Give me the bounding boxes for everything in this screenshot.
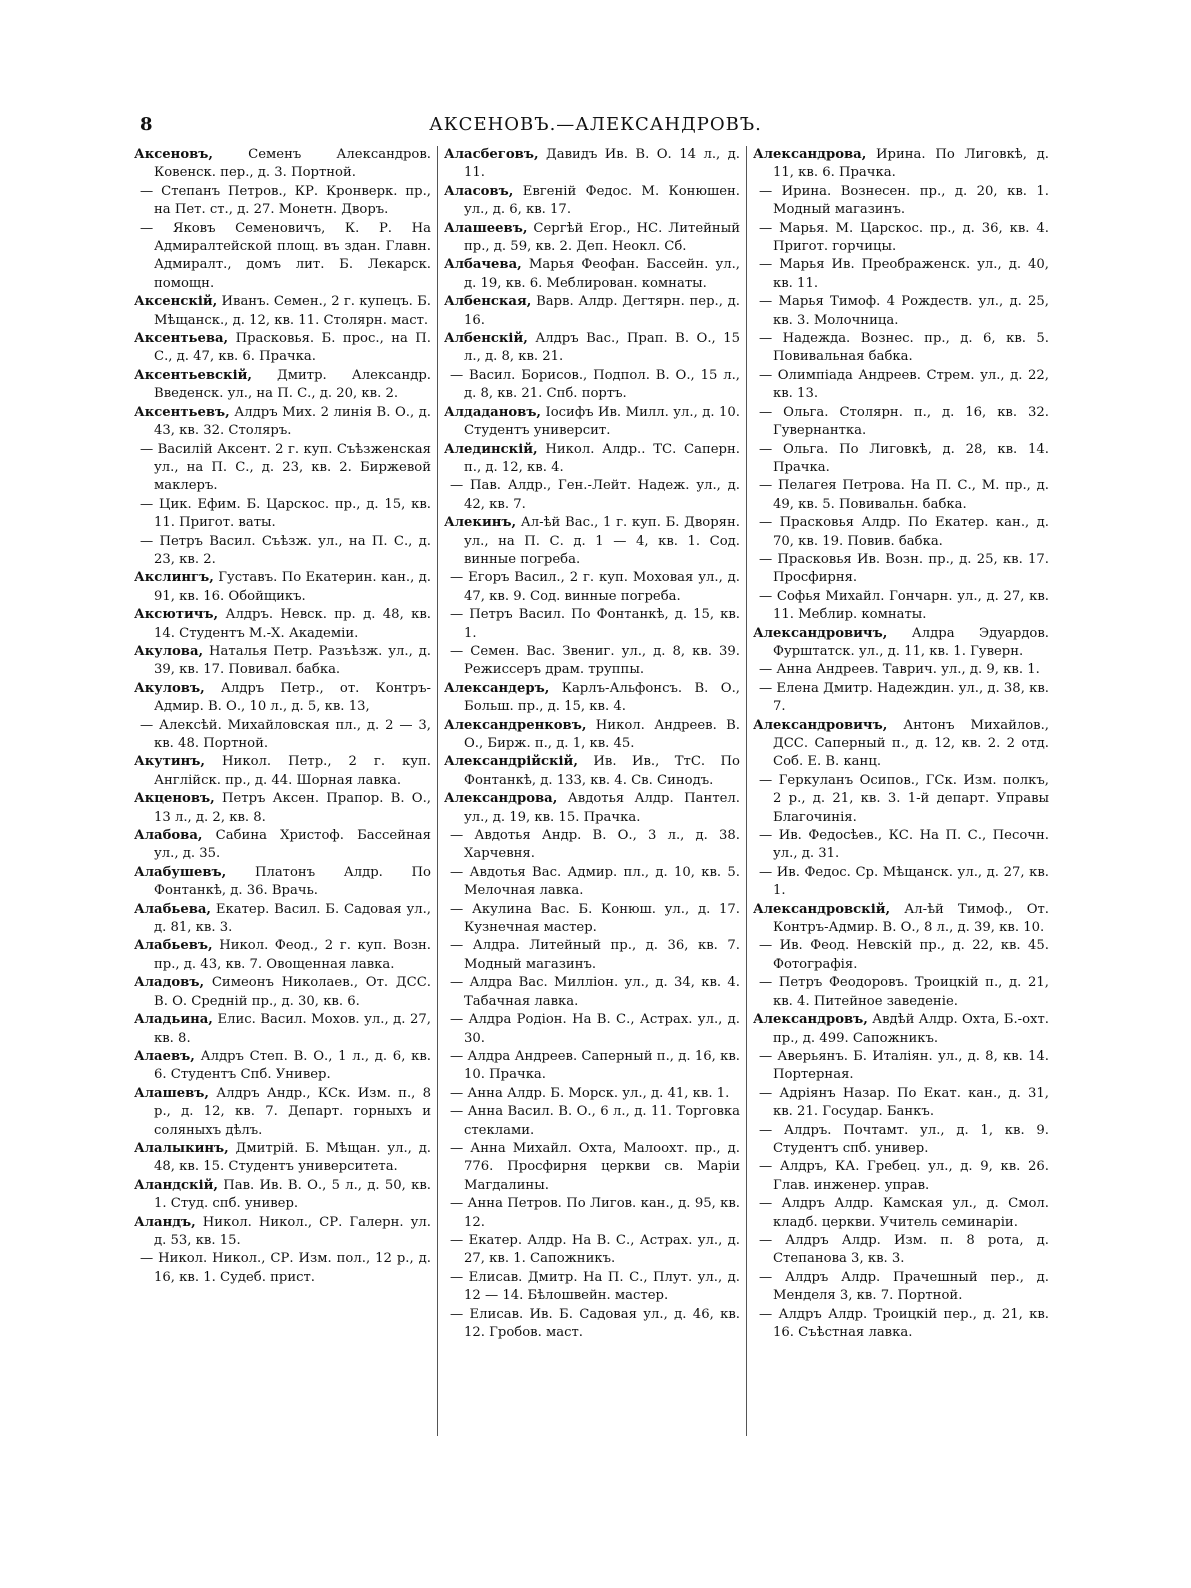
entry-details: — Марья. М. Царскос. пр., д. 36, кв. 4. Пригот. горчицы. — [759, 220, 1049, 255]
directory-entry — [753, 404, 1049, 441]
entry-details: Прасковья. Б. прос., на П. С., д. 47, кв. 6. Прачка. — [154, 331, 431, 365]
directory-entry — [134, 1214, 431, 1251]
entry-surname: Алалыкинъ, — [134, 1140, 229, 1156]
directory-entry — [444, 901, 740, 938]
directory-entry — [444, 937, 740, 974]
entry-details: Давидъ Ив. В. О. 14 л., д. 11. — [464, 147, 740, 181]
entry-surname: Алединскій, — [444, 441, 538, 457]
directory-entry — [753, 901, 1049, 938]
directory-entry — [444, 1195, 740, 1232]
entry-details: Ив. Ив., ТтС. По Фонтанкѣ, д. 133, кв. 4. Св. Синодъ. — [464, 754, 740, 788]
directory-entry — [444, 514, 740, 569]
directory-entry — [444, 1048, 740, 1085]
directory-entry — [753, 220, 1049, 257]
entry-surname: Акулова, — [134, 643, 204, 659]
directory-entry — [134, 146, 431, 183]
entry-surname: Александровичъ, — [753, 625, 888, 641]
entry-details: — Алдръ, КА. Гребец. ул., д. 9, кв. 26. Глав. инженер. управ. — [759, 1159, 1049, 1193]
directory-entry — [134, 606, 431, 643]
directory-entry — [753, 717, 1049, 772]
directory-entry — [444, 1306, 740, 1343]
entry-details: — Софья Михайл. Гончарн. ул., д. 27, кв. 11. Меблир. комнаты. — [759, 588, 1049, 623]
entry-surname: Александровскій, — [753, 901, 891, 917]
entry-details: — Никол. Никол., СР. Изм. пол., 12 р., д. 16, кв. 1. Судеб. прист. — [140, 1251, 431, 1285]
directory-entry — [444, 404, 740, 441]
directory-entry — [753, 1085, 1049, 1122]
entry-details: — Степанъ Петров., КР. Кронверк. пр., на Пет. ст., д. 27. Монетн. Дворъ. — [140, 183, 431, 218]
entry-details: Никол. Алдр.. ТС. Саперн. п., д. 12, кв. 4. — [464, 441, 740, 475]
entry-details: Никол. Никол., СР. Галерн. ул. д. 53, кв. 15. — [154, 1214, 431, 1248]
entry-details: Карлъ-Альфонсъ. В. О., Больш. пр., д. 15, кв. 4. — [464, 680, 740, 715]
directory-entry — [753, 937, 1049, 974]
entry-details: — Надежда. Вознес. пр., д. 6, кв. 5. Повивальная бабка. — [759, 331, 1049, 365]
entry-details: — Олимпіада Андреев. Стрем. ул., д. 22, кв. 13. — [759, 367, 1049, 402]
directory-entry — [134, 220, 431, 294]
entry-details: Сергѣй Егор., НС. Литейный пр., д. 59, кв. 2. Деп. Неокл. Сб. — [464, 220, 740, 255]
entry-details: — Яковъ Семеновичъ, К. Р. На Адмиралтейской площ. въ здан. Главн. Адмиралт., домъ лит. Б. Лекарск. помощн. — [140, 220, 431, 291]
entry-details: Симеонъ Николаев., От. ДСС. В. О. Средній пр., д. 30, кв. 6. — [154, 975, 431, 1009]
directory-entry — [444, 790, 740, 827]
directory-entry — [444, 146, 740, 183]
entry-details: Алдръ. Невск. пр. д. 48, кв. 14. Студентъ М.-Х. Академіи. — [154, 607, 431, 641]
entry-details: — Анна Петров. По Лигов. кан., д. 95, кв. 12. — [450, 1196, 740, 1230]
directory-entry — [134, 790, 431, 827]
entry-details: — Марья Тимоф. 4 Рождеств. ул., д. 25, кв. 3. Молочница. — [759, 294, 1049, 328]
directory-entry — [134, 864, 431, 901]
running-title: АКСЕНОВЪ.—АЛЕКСАНДРОВЪ. — [429, 114, 762, 135]
entry-surname: Алабова, — [134, 828, 203, 844]
entry-details: — Пав. Алдр., Ген.-Лейт. Надеж. ул., д. 42, кв. 7. — [450, 478, 740, 512]
directory-entry — [753, 146, 1049, 183]
entry-details: — Акулина Вас. Б. Конюш. ул., д. 17. Кузнечная мастер. — [450, 901, 740, 936]
directory-entry — [444, 827, 740, 864]
entry-surname: Александровичъ, — [753, 717, 888, 733]
column-2 — [437, 146, 746, 1436]
entry-surname: Алашеевъ, — [444, 220, 528, 236]
entry-details: — Василій Аксент. 2 г. куп. Съѣзженская ул., на П. С., д. 23, кв. 2. Биржевой маклеръ. — [140, 441, 431, 494]
directory-entry — [444, 183, 740, 220]
entry-details: Иванъ. Семен., 2 г. купецъ. Б. Мѣщанск., д. 12, кв. 11. Столярн. маст. — [154, 294, 431, 328]
directory-entry — [134, 183, 431, 220]
directory-entry — [134, 496, 431, 533]
directory-entry — [134, 293, 431, 330]
directory-entry — [753, 256, 1049, 293]
entry-details: — Цик. Ефим. Б. Царскос. пр., д. 15, кв. 11. Пригот. ваты. — [140, 496, 431, 531]
entry-details: Платонъ Алдр. По Фонтанкѣ, д. 36. Врачь. — [154, 864, 431, 899]
entry-details: Іосифъ Ив. Милл. ул., д. 10. Студентъ университ. — [464, 404, 740, 439]
entry-details: — Алдръ Алдр. Прачешный пер., д. Менделя 3, кв. 7. Портной. — [759, 1269, 1049, 1304]
directory-entry — [134, 1177, 431, 1214]
entry-surname: Албенскій, — [444, 331, 528, 347]
entry-details: — Алдра Родіон. На В. С., Астрах. ул., д. 30. — [450, 1012, 740, 1046]
directory-entry — [753, 330, 1049, 367]
entry-details: — Адріянъ Назар. По Екат. кан., д. 31, кв. 21. Государ. Банкъ. — [759, 1085, 1049, 1120]
directory-entry — [444, 256, 740, 293]
entry-details: Наталья Петр. Разъѣзж. ул., д. 39, кв. 17. Повивал. бабка. — [154, 643, 431, 678]
entry-surname: Аладовъ, — [134, 975, 205, 991]
entry-surname: Аксенскій, — [134, 294, 218, 310]
entry-details: Алдра Эдуардов. Фурштатск. ул., д. 11, кв. 1. Гуверн. — [773, 625, 1049, 659]
entry-details: Семенъ Александров. Ковенск. пер., д. 3. Портной. — [154, 147, 431, 181]
directory-entry — [444, 367, 740, 404]
entry-details: — Анна Михайл. Охта, Малоохт. пр., д. 776. Просфирня церкви св. Маріи Магдалины. — [450, 1140, 740, 1193]
directory-entry — [753, 1269, 1049, 1306]
entry-details: — Ив. Федосѣев., КС. На П. С., Песочн. ул., д. 31. — [759, 828, 1049, 862]
directory-entry — [444, 1085, 740, 1103]
entry-details: Никол. Петр., 2 г. куп. Англійск. пр., д. 44. Шорная лавка. — [154, 754, 431, 788]
directory-entry — [753, 772, 1049, 827]
entry-details: — Алдръ Алдр. Троицкій пер., д. 21, кв. 16. Съѣстная лавка. — [759, 1306, 1049, 1340]
directory-entry — [753, 1306, 1049, 1343]
entry-details: Пав. Ив. В. О., 5 л., д. 50, кв. 1. Студ. спб. универ. — [154, 1177, 431, 1212]
directory-entry — [753, 1158, 1049, 1195]
entry-surname: Алдадановъ, — [444, 404, 542, 420]
entry-surname: Аландъ, — [134, 1214, 196, 1230]
entry-details: — Петръ Васил. Съѣзж. ул., на П. С., д. 23, кв. 2. — [140, 533, 431, 567]
directory-entry — [134, 330, 431, 367]
directory-entry — [134, 827, 431, 864]
entry-surname: Алаевъ, — [134, 1048, 195, 1064]
entry-details: — Аверьянъ. Б. Италіян. ул., д. 8, кв. 14. Портерная. — [759, 1048, 1049, 1083]
directory-entry — [753, 864, 1049, 901]
directory-entry — [753, 827, 1049, 864]
entry-surname: Аксентьева, — [134, 331, 229, 347]
directory-entry — [444, 441, 740, 478]
entry-details: — Анна Алдр. Б. Морск. ул., д. 41, кв. 1. — [450, 1085, 730, 1101]
entry-details: Густавъ. По Екатерин. кан., д. 91, кв. 16. Обойщикъ. — [154, 570, 431, 604]
directory-entry — [134, 404, 431, 441]
directory-entry — [753, 1048, 1049, 1085]
column-1 — [128, 146, 437, 1436]
entry-details: — Ирина. Вознесен. пр., д. 20, кв. 1. Модный магазинъ. — [759, 183, 1049, 218]
entry-surname: Александрійскій, — [444, 754, 578, 770]
directory-entry — [444, 974, 740, 1011]
entry-details: Ал-ѣй Тимоф., От. Контръ-Адмир. В. О., 8 л., д. 39, кв. 10. — [773, 901, 1049, 936]
entry-details: — Анна Васил. В. О., 6 л., д. 11. Торговка стеклами. — [450, 1104, 740, 1138]
page-header — [0, 106, 1191, 136]
entry-surname: Александровъ, — [753, 1012, 868, 1028]
entry-surname: Албачева, — [444, 257, 522, 273]
entry-surname: Аландскій, — [134, 1177, 218, 1193]
directory-entry — [753, 1011, 1049, 1048]
directory-entry — [134, 1140, 431, 1177]
entry-surname: Аладьина, — [134, 1012, 213, 1028]
entry-details: — Ив. Феод. Невскій пр., д. 22, кв. 45. Фотографія. — [759, 938, 1049, 972]
entry-details: Никол. Феод., 2 г. куп. Возн. пр., д. 43, кв. 7. Овощенная лавка. — [154, 938, 431, 972]
directory-entry — [134, 680, 431, 717]
entry-details: — Екатер. Алдр. На В. С., Астрах. ул., д. 27, кв. 1. Сапожникъ. — [450, 1232, 740, 1267]
directory-entry — [134, 1085, 431, 1140]
directory-entry — [444, 643, 740, 680]
directory-entry — [753, 588, 1049, 625]
entry-surname: Алекинъ, — [444, 515, 517, 531]
entry-details: Алдръ Степ. В. О., 1 л., д. 6, кв. 6. Студентъ Спб. Универ. — [154, 1048, 431, 1083]
entry-surname: Акслингъ, — [134, 570, 214, 586]
entry-details: Сабина Христоф. Бассейная ул., д. 35. — [154, 828, 431, 862]
entry-surname: Алабушевъ, — [134, 864, 227, 880]
directory-entry — [134, 753, 431, 790]
entry-details: — Пелагея Петрова. На П. С., М. пр., д. 49, кв. 5. Повивальн. бабка. — [759, 478, 1049, 512]
entry-details: — Петръ Васил. По Фонтанкѣ, д. 15, кв. 1. — [450, 607, 740, 641]
entry-details: Варв. Алдр. Дегтярн. пер., д. 16. — [464, 294, 740, 328]
directory-entry — [753, 974, 1049, 1011]
directory-entry — [444, 1232, 740, 1269]
directory-entry — [444, 220, 740, 257]
directory-entry — [753, 680, 1049, 717]
entry-details: — Алдра. Литейный пр., д. 36, кв. 7. Модный магазинъ. — [450, 938, 740, 972]
directory-entry — [134, 643, 431, 680]
entry-details: — Геркуланъ Осипов., ГСк. Изм. полкъ, 2 р., д. 21, кв. 3. 1-й департ. Управы Благочинія. — [759, 772, 1049, 825]
entry-details: Елис. Васил. Мохов. ул., д. 27, кв. 8. — [154, 1012, 431, 1046]
entry-surname: Акценовъ, — [134, 791, 215, 807]
entry-surname: Александрова, — [444, 791, 558, 807]
directory-entry — [444, 1011, 740, 1048]
directory-entry — [444, 680, 740, 717]
entry-details: Екатер. Васил. Б. Садовая ул., д. 81, кв. 3. — [154, 901, 431, 936]
directory-entry — [134, 441, 431, 496]
directory-entry — [753, 551, 1049, 588]
entry-surname: Алашевъ, — [134, 1085, 210, 1101]
entry-details: — Елисав. Дмитр. На П. С., Плут. ул., д. 12 — 14. Бѣлошвейн. мастер. — [450, 1269, 740, 1304]
entry-surname: Аксеновъ, — [134, 147, 214, 162]
entry-details: — Елена Дмитр. Надеждин. ул., д. 38, кв. 7. — [759, 680, 1049, 715]
directory-columns — [128, 146, 1056, 1436]
directory-entry — [753, 625, 1049, 662]
entry-details: Ирина. По Лиговкѣ, д. 11, кв. 6. Прачка. — [773, 147, 1049, 181]
entry-details: — Марья Ив. Преображенск. ул., д. 40, кв. 11. — [759, 257, 1049, 291]
directory-entry — [444, 293, 740, 330]
directory-entry — [444, 1269, 740, 1306]
directory-entry — [753, 1122, 1049, 1159]
directory-entry — [134, 937, 431, 974]
entry-details: — Алдръ Алдр. Изм. п. 8 рота, д. Степанова 3, кв. 3. — [759, 1232, 1049, 1267]
entry-details: — Прасковья Алдр. По Екатер. кан., д. 70, кв. 19. Повив. бабка. — [759, 515, 1049, 549]
directory-entry — [134, 1011, 431, 1048]
entry-details: — Алдра Андреев. Саперный п., д. 16, кв. 10. Прачка. — [450, 1048, 740, 1083]
entry-surname: Аксентьевскій, — [134, 367, 252, 383]
entry-surname: Албенская, — [444, 294, 532, 310]
directory-entry — [444, 606, 740, 643]
entry-surname: Александрова, — [753, 147, 867, 162]
entry-surname: Аласовъ, — [444, 183, 514, 199]
entry-details: Петръ Аксен. Прапор. В. О., 13 л., д. 2, кв. 8. — [154, 791, 431, 825]
directory-entry — [753, 477, 1049, 514]
entry-details: — Алдра Вас. Милліон. ул., д. 34, кв. 4. Табачная лавка. — [450, 975, 740, 1009]
entry-details: — Авдотья Андр. В. О., 3 л., д. 38. Харчевня. — [450, 828, 740, 862]
entry-details: — Семен. Вас. Звениг. ул., д. 8, кв. 39. Режиссеръ драм. труппы. — [450, 643, 740, 678]
entry-details: Антонъ Михайлов., ДСС. Саперный п., д. 12, кв. 2. 2 отд. Соб. Е. В. канц. — [773, 717, 1049, 770]
directory-entry — [444, 717, 740, 754]
directory-entry — [753, 661, 1049, 679]
entry-details: — Петръ Феодоровъ. Троицкій п., д. 21, кв. 4. Питейное заведеніе. — [759, 975, 1049, 1009]
entry-surname: Алабьевъ, — [134, 938, 213, 954]
entry-details: — Алексѣй. Михайловская пл., д. 2 — 3, кв. 48. Портной. — [140, 717, 431, 751]
entry-details: Алдръ Мих. 2 линія В. О., д. 43, кв. 32. Столяръ. — [154, 404, 431, 439]
entry-surname: Александеръ, — [444, 680, 550, 696]
page-number: 8 — [140, 114, 153, 135]
entry-details: Дмитрій. Б. Мѣщан. ул., д. 48, кв. 15. Студентъ университета. — [154, 1140, 432, 1175]
entry-details: Алдръ Петр., от. Контръ-Адмир. В. О., 10 л., д. 5, кв. 13, — [154, 680, 432, 715]
directory-entry — [444, 569, 740, 606]
directory-entry — [134, 901, 431, 938]
directory-entry — [134, 1048, 431, 1085]
entry-surname: Аксентьевъ, — [134, 404, 230, 420]
entry-details: Алдръ Вас., Прап. В. О., 15 л., д. 8, кв. 21. — [464, 331, 740, 365]
directory-entry — [753, 367, 1049, 404]
entry-details: Евгеній Федос. М. Конюшен. ул., д. 6, кв. 17. — [464, 183, 740, 218]
entry-details: Дмитр. Александр. Введенск. ул., на П. С., д. 20, кв. 2. — [154, 367, 431, 402]
directory-entry — [444, 477, 740, 514]
directory-entry — [444, 1140, 740, 1195]
entry-details: — Ольга. По Лиговкѣ, д. 28, кв. 14. Прачка. — [759, 441, 1049, 475]
entry-details: Ал-ѣй Вас., 1 г. куп. Б. Дворян. ул., на П. С. д. 1 — 4, кв. 1. Сод. винные погреба. — [464, 515, 740, 567]
entry-details: Алдръ Андр., КСк. Изм. п., 8 р., д. 12, кв. 7. Департ. горныхъ и соляныхъ дѣлъ. — [154, 1085, 431, 1138]
directory-entry — [134, 569, 431, 606]
entry-details: — Авдотья Вас. Адмир. пл., д. 10, кв. 5. Мелочная лавка. — [450, 864, 740, 899]
directory-entry — [134, 974, 431, 1011]
directory-entry — [753, 293, 1049, 330]
directory-entry — [753, 441, 1049, 478]
entry-details: Никол. Андреев. В. О., Бирж. п., д. 1, кв. 45. — [464, 717, 740, 751]
entry-details: — Ольга. Столярн. п., д. 16, кв. 32. Гувернантка. — [759, 404, 1049, 439]
entry-details: Авдѣй Алдр. Охта, Б.-охт. пр., д. 499. Сапожникъ. — [773, 1012, 1049, 1046]
entry-surname: Александренковъ, — [444, 717, 587, 733]
directory-entry — [134, 1250, 431, 1287]
entry-details: — Ив. Федос. Ср. Мѣщанск. ул., д. 27, кв. 1. — [759, 864, 1049, 899]
entry-details: — Елисав. Ив. Б. Садовая ул., д. 46, кв. 12. Гробов. маст. — [450, 1306, 740, 1340]
directory-entry — [444, 330, 740, 367]
directory-entry — [134, 717, 431, 754]
entry-details: Марья Феофан. Бассейн. ул., д. 19, кв. 6. Меблирован. комнаты. — [464, 257, 740, 291]
directory-entry — [444, 864, 740, 901]
entry-details: Авдотья Алдр. Пантел. ул., д. 19, кв. 15. Прачка. — [464, 791, 740, 825]
directory-entry — [753, 1232, 1049, 1269]
entry-surname: Аласбеговъ, — [444, 147, 539, 162]
directory-entry — [444, 753, 740, 790]
entry-surname: Акуловъ, — [134, 680, 205, 696]
directory-entry — [134, 367, 431, 404]
directory-entry — [444, 1103, 740, 1140]
directory-entry — [134, 533, 431, 570]
directory-entry — [753, 1195, 1049, 1232]
entry-details: — Алдръ Алдр. Камская ул., д. Смол. кладб. церкви. Учитель семинаріи. — [759, 1196, 1049, 1230]
entry-surname: Акутинъ, — [134, 754, 206, 770]
column-3 — [746, 146, 1055, 1436]
entry-details: — Анна Андреев. Таврич. ул., д. 9, кв. 1. — [759, 662, 1040, 678]
directory-entry — [753, 183, 1049, 220]
entry-surname: Алабьева, — [134, 901, 212, 917]
entry-details: — Егоръ Васил., 2 г. куп. Моховая ул., д. 47, кв. 9. Сод. винные погреба. — [450, 570, 740, 604]
entry-details: — Алдръ. Почтамт. ул., д. 1, кв. 9. Студентъ спб. универ. — [759, 1122, 1049, 1156]
entry-details: — Васил. Борисов., Подпол. В. О., 15 л., д. 8, кв. 21. Спб. портъ. — [450, 367, 740, 402]
entry-details: — Прасковья Ив. Возн. пр., д. 25, кв. 17. Просфирня. — [759, 551, 1049, 586]
entry-surname: Аксютичъ, — [134, 607, 219, 623]
directory-entry — [753, 514, 1049, 551]
